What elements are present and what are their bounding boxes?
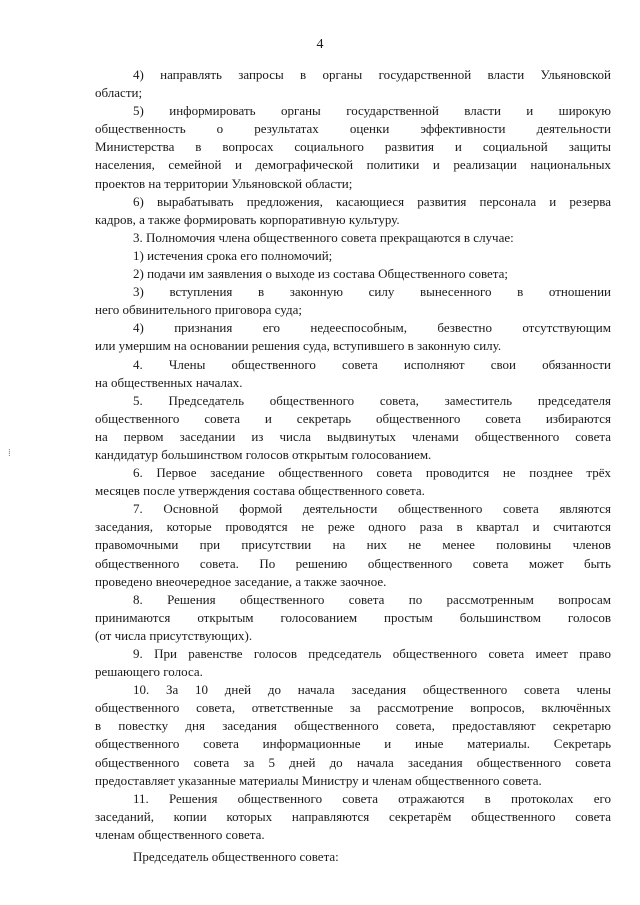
paragraph-line: в повестку дня заседания общественного совета, предоставляют секретарю: [95, 718, 611, 734]
paragraph-line: членам общественного совета.: [95, 826, 265, 842]
signature-line: Председатель общественного совета:: [133, 849, 339, 865]
paragraph-line: 6) вырабатывать предложения, касающиеся развития персонала и резерва: [133, 193, 611, 209]
paragraph-line: правомочными при присутствии на них не менее половины членов: [95, 537, 611, 553]
paragraph-line: 5. Председатель общественного совета, заместитель председателя: [133, 392, 611, 408]
paragraph: [95, 681, 611, 790]
paragraph-line: общественного совета. По решению общественного совета может быть: [95, 555, 611, 571]
paragraph-line: общественного совета и секретарь общественного совета избираются: [95, 410, 611, 426]
paragraph-line: проведено внеочередное заседание, а также заочное.: [95, 573, 387, 589]
paragraph-line: него обвинительного приговора суда;: [95, 302, 302, 318]
paragraph: [95, 392, 611, 464]
paragraph-line: проектов на территории Ульяновской области;: [95, 175, 353, 191]
paragraph-line: месяцев после утверждения состава общественного совета.: [95, 483, 425, 499]
paragraph-line: 9. При равенстве голосов председатель общественного совета имеет право: [133, 646, 611, 661]
paragraph: [95, 229, 611, 247]
paragraph-line: 3) вступления в законную силу вынесенного в отношении: [133, 284, 611, 300]
paragraph: [95, 247, 611, 265]
paragraph: [95, 790, 611, 844]
paragraph-line: кадров, а также формировать корпоративную культуру.: [95, 211, 400, 227]
paragraph-line: 4) направлять запросы в органы государственной власти Ульяновской: [133, 67, 611, 82]
paragraph: [95, 66, 611, 102]
paragraph-line: (от числа присутствующих).: [95, 627, 253, 643]
paragraph-line: кандидатур большинством голосов открытым голосованием.: [95, 446, 432, 462]
margin-mark: ⁞: [8, 448, 11, 459]
paragraph-line: заседаний, копии которых направляются секретарём общественного совета: [95, 808, 611, 824]
paragraph-line: решающего голоса.: [95, 664, 203, 680]
paragraph: [95, 102, 611, 192]
paragraph: [95, 645, 611, 681]
paragraph-line: 4. Члены общественного совета исполняют свои обязанности: [133, 356, 611, 372]
paragraph-line: общественного совета информационные и иные материалы. Секретарь: [95, 736, 611, 752]
paragraph-line: 4) признания его недееспособным, безвестно отсутствующим: [133, 320, 611, 336]
paragraph: [95, 356, 611, 392]
paragraph-line: 10. За 10 дней до начала заседания общественного совета члены: [133, 682, 611, 698]
paragraph-line: заседания, которые проводятся не реже одного раза в квартал и считаются: [95, 519, 611, 535]
paragraph: [95, 500, 611, 590]
page-number: 4: [316, 37, 324, 52]
paragraph: [95, 464, 611, 500]
paragraph-line: общественного совета, ответственные за рассмотрение вопросов, включённых: [95, 700, 611, 716]
paragraph-line: 8. Решения общественного совета по рассмотренным вопросам: [133, 591, 611, 607]
paragraph-line: 11. Решения общественного совета отражаются в протоколах его: [133, 790, 611, 806]
paragraph: [95, 283, 611, 319]
paragraph-line: общественного совета за 5 дней до начала заседания общественного совета: [95, 754, 611, 770]
paragraph-line: 6. Первое заседание общественного совета проводится не позднее трёх: [133, 465, 611, 481]
paragraph-line: Министерства в вопросах социального развития и социальной защиты: [95, 139, 611, 155]
paragraph: [95, 265, 611, 283]
paragraph-line: населения, семейной и демографической политики и реализации национальных: [95, 157, 611, 173]
paragraph: [95, 319, 611, 355]
paragraph-line: области;: [95, 85, 143, 101]
paragraph-line: 5) информировать органы государственной власти и широкую: [133, 103, 611, 119]
paragraph: [95, 193, 611, 229]
paragraph-line: или умершим на основании решения суда, вступившего в законную силу.: [95, 338, 502, 354]
paragraph-line: 1) истечения срока его полномочий;: [133, 247, 333, 263]
paragraph-line: принимаются открытым голосованием простым большинством голосов: [95, 609, 611, 625]
paragraph-line: предоставляет указанные материалы Министру и членам общественного совета.: [95, 772, 542, 788]
paragraph: [95, 591, 611, 645]
paragraph-line: 2) подачи им заявления о выходе из состава Общественного совета;: [133, 266, 509, 282]
paragraph-line: на первом заседании из числа выдвинутых членами общественного совета: [95, 428, 611, 444]
paragraph-line: 7. Основной формой деятельности общественного совета являются: [133, 501, 611, 517]
document-body: [95, 66, 611, 866]
paragraph-line: общественность о результатах оценки эффективности деятельности: [95, 121, 611, 137]
paragraph-line: на общественных началах.: [95, 374, 243, 390]
paragraph-line: 3. Полномочия члена общественного совета прекращаются в случае:: [133, 229, 514, 245]
